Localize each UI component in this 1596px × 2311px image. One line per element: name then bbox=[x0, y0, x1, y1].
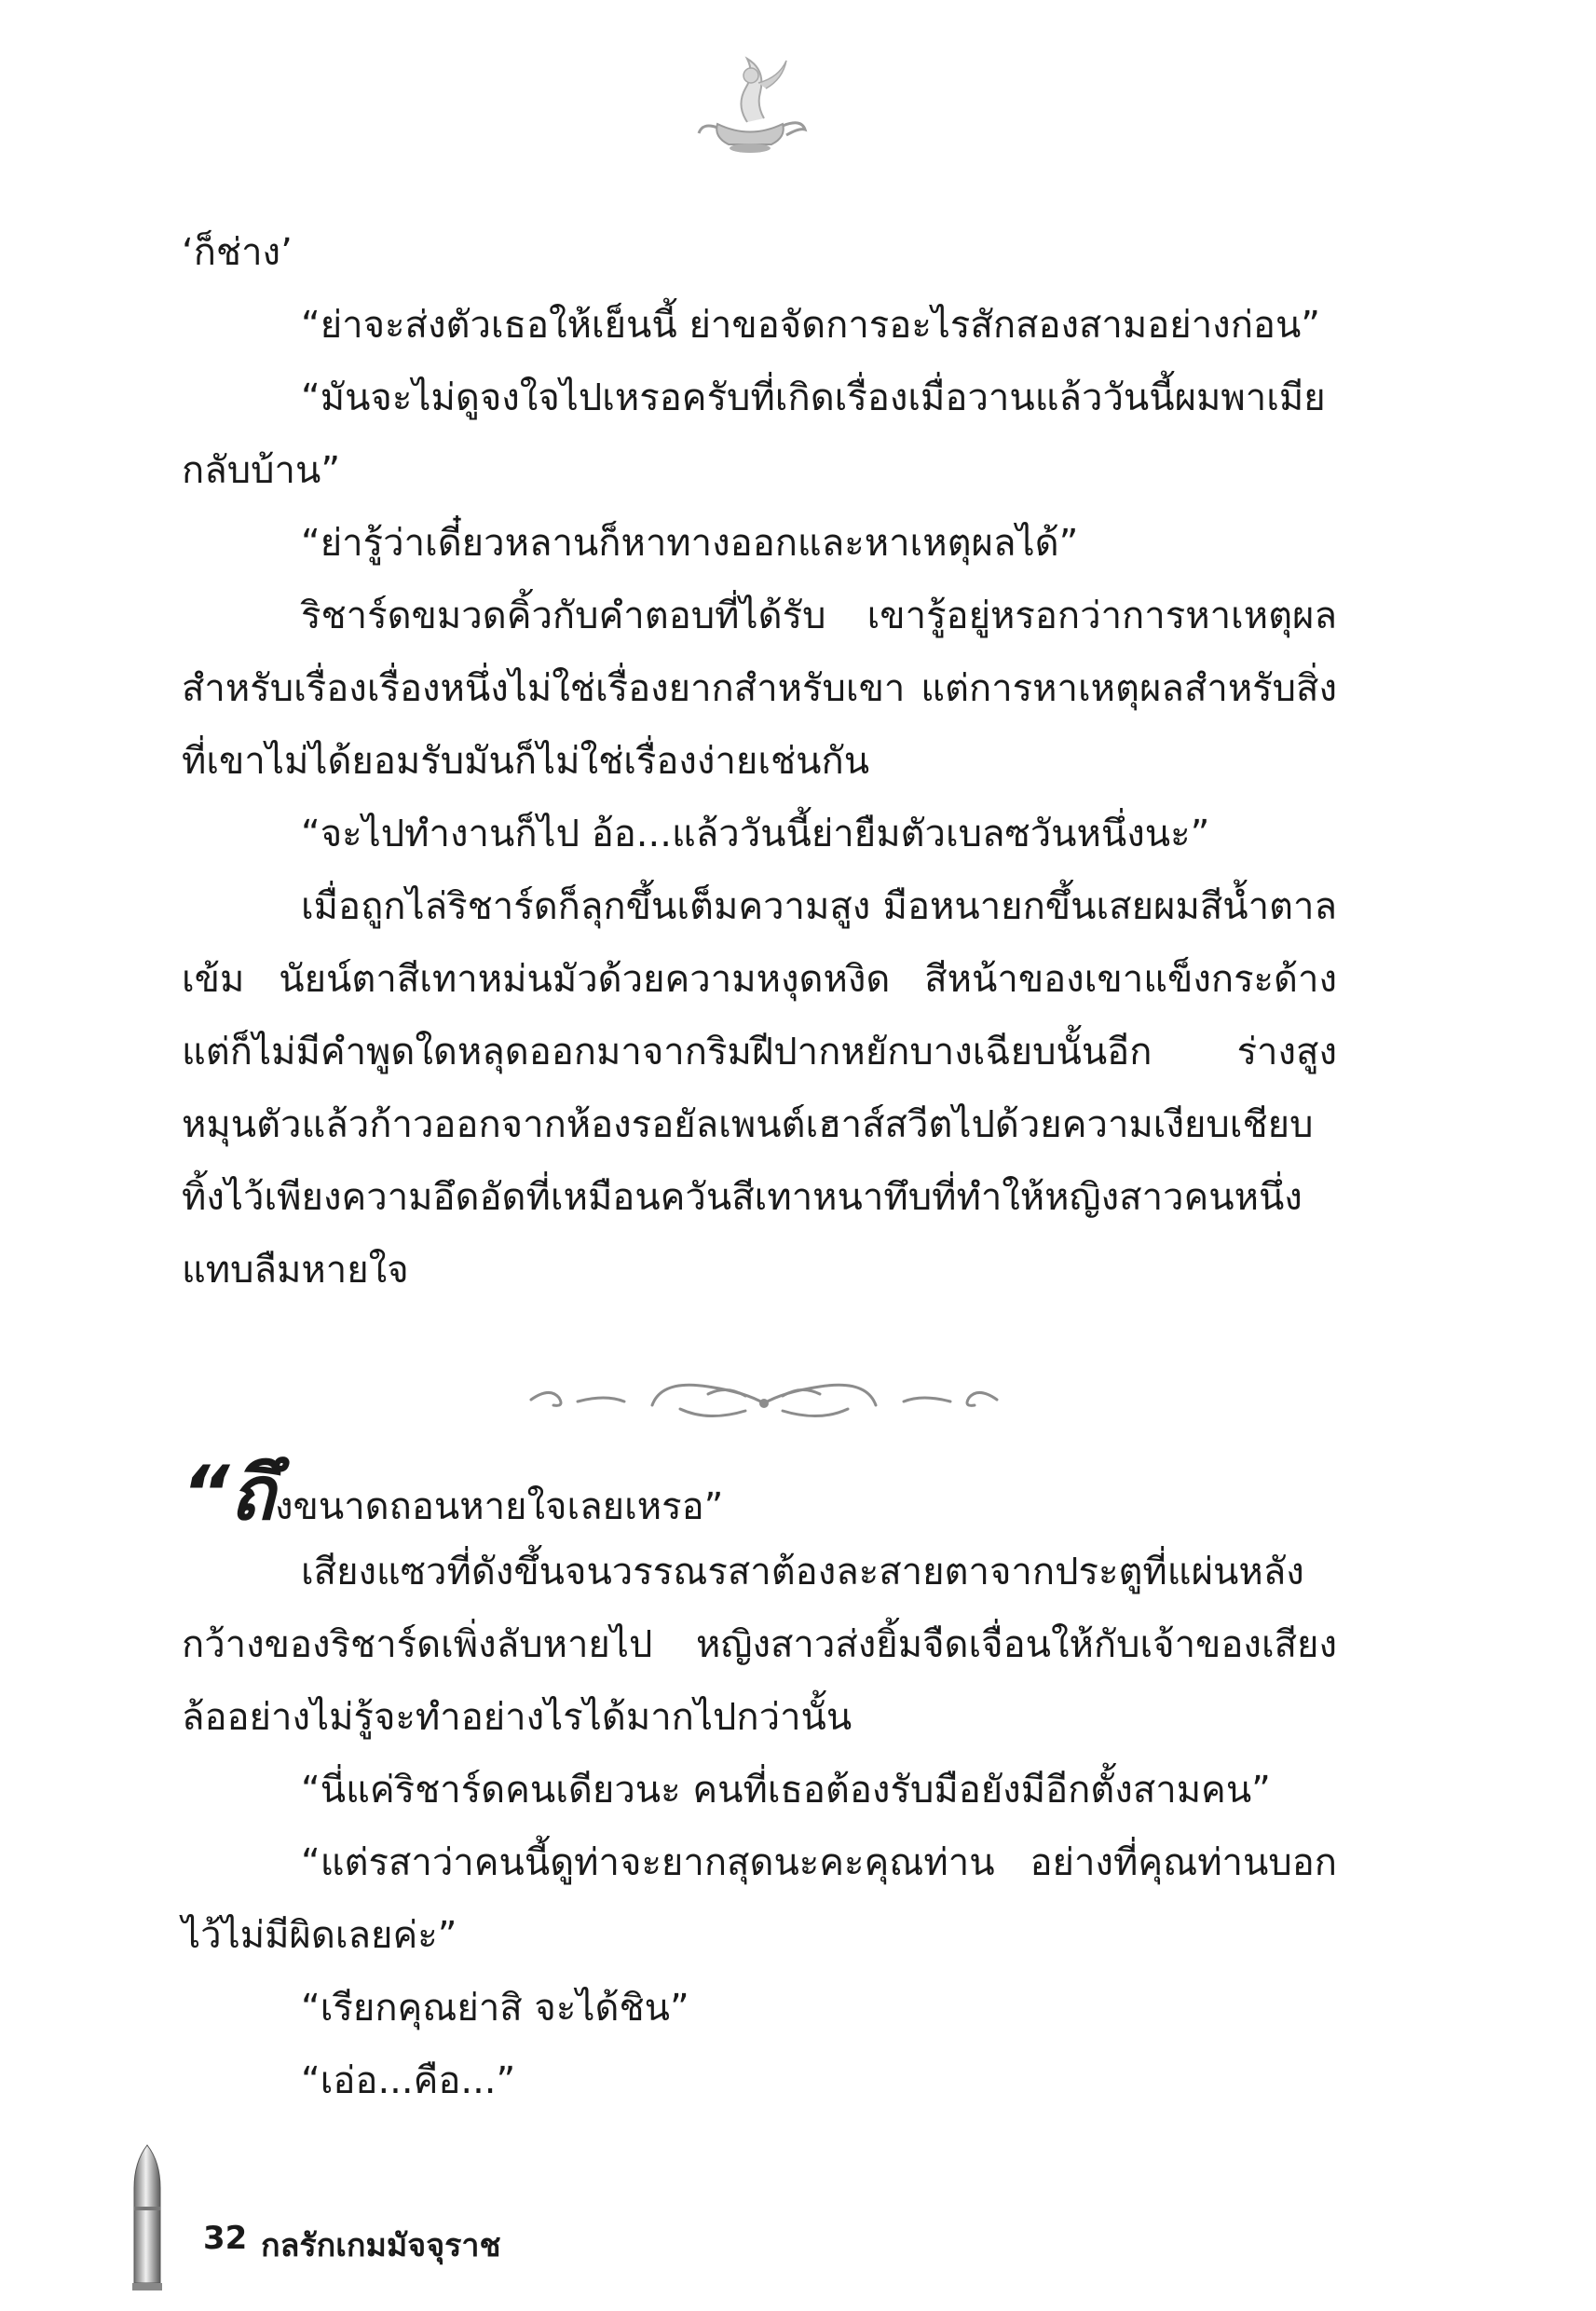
paragraph: “มันจะไม่ดูจงใจไปเหรอครับที่เกิดเรื่องเมื่อวานแล้ววันนี้ผมพาเมียกลับบ้าน” bbox=[182, 376, 1326, 492]
paragraph: “แต่รสาว่าคนนี้ดูท่าจะยากสุดนะคะคุณท่าน อย่างที่คุณท่านบอกไว้ไม่มีผิดเลยค่ะ” bbox=[182, 1841, 1337, 1957]
dropcap: “ถึ bbox=[182, 1450, 275, 1537]
paragraph: เมื่อถูกไล่ริชาร์ดก็ลุกขึ้นเต็มความสูง มือหนายกขึ้นเสยผมสีน้ำตาลเข้ม นัยน์ตาสีเทาหม่นมัวด้วยความหงุดหงิด สีหน้าของเขาแข็งกระด้าง แต่ก็ไม่มีคำพูดใดหลุดออกมาจากริมฝีปากหยักบางเฉียบนั้นอีก ร่างสูงหมุนตัวแล้วก้าวออกจากห้องรอยัลเพนต์เฮาส์สวีตไปด้วยความเงียบเชียบ ทิ้งไว้เพียงความอึดอัดที่เหมือนควันสีเทาหนาทึบที่ทำให้หญิงสาวคนหนึ่งแทบลืมหายใจ bbox=[182, 885, 1337, 1292]
paragraph: ‘ก็ช่าง’ bbox=[182, 231, 293, 274]
book-title: กลรักเกมมัจจุราช bbox=[261, 2227, 501, 2264]
flourish-divider-icon bbox=[522, 1361, 1006, 1435]
paragraph: “เอ่อ...คือ...” bbox=[301, 2059, 516, 2102]
paragraph: “ย่ารู้ว่าเดี๋ยวหลานก็หาทางออกและหาเหตุผลได้” bbox=[301, 522, 1079, 565]
genie-lamp-icon bbox=[689, 51, 811, 163]
paragraph: “ย่าจะส่งตัวเธอให้เย็นนี้ ย่าขอจัดการอะไรสักสองสามอย่างก่อน” bbox=[301, 304, 1321, 347]
body-text-section-2 bbox=[182, 1452, 1337, 2117]
paragraph: เสียงแซวที่ดังขึ้นจนวรรณรสาต้องละสายตาจากประตูที่แผ่นหลังกว้างของริชาร์ดเพิ่งลับหายไป หญิงสาวส่งยิ้มจืดเจื่อนให้กับเจ้าของเสียงล้ออย่างไม่รู้จะทำอย่างไรได้มากไปกว่านั้น bbox=[182, 1551, 1337, 1739]
paragraph: “จะไปทำงานก็ไป อ้อ...แล้ววันนี้ย่ายืมตัวเบลซวันหนึ่งนะ” bbox=[301, 813, 1210, 855]
paragraph: “เรียกคุณย่าสิ จะได้ชิน” bbox=[301, 1987, 689, 2030]
paragraph: “นี่แค่ริชาร์ดคนเดียวนะ คนที่เธอต้องรับมือยังมีอีกตั้งสามคน” bbox=[301, 1769, 1271, 1812]
page-footer bbox=[130, 2143, 876, 2292]
body-text-top bbox=[182, 216, 1337, 1306]
bullet-icon bbox=[130, 2143, 164, 2292]
dropcap-rest: งขนาดถอนหายใจเลยเหรอ” bbox=[274, 1485, 724, 1528]
dropcap-line bbox=[182, 1452, 1337, 1536]
page-number: 32 bbox=[203, 2220, 248, 2257]
paragraph: ริชาร์ดขมวดคิ้วกับคำตอบที่ได้รับ เขารู้อยู่หรอกว่าการหาเหตุผลสำหรับเรื่องเรื่องหนึ่งไม่ใช่เรื่องยากสำหรับเขา แต่การหาเหตุผลสำหรับสิ่งที่เขาไม่ได้ยอมรับมันก็ไม่ใช่เรื่องง่ายเช่นกัน bbox=[182, 595, 1337, 783]
